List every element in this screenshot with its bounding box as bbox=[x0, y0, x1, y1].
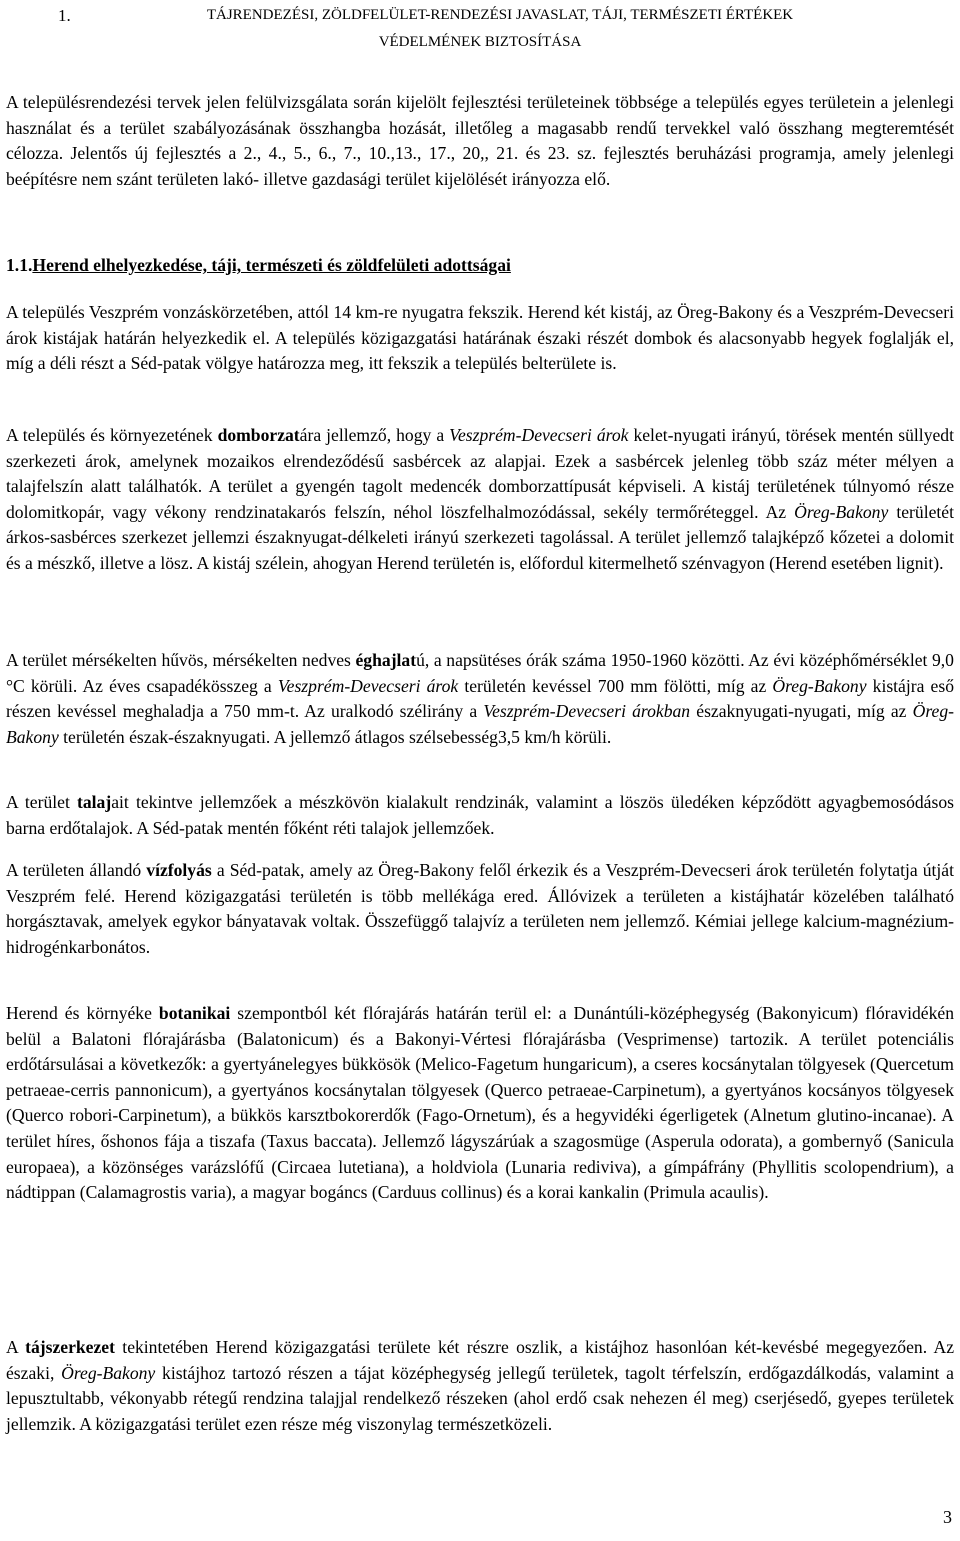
subsection-number: 1.1. bbox=[6, 255, 33, 275]
chapter-heading bbox=[10, 2, 950, 56]
botany-paragraph: Herend és környéke botanikai szempontból két flórajárás határán terül el: a Dunántúli-középhegység (Bakonyicum) flóravidékén belül a Balatoni flórajárásba (Balatonicum) és a Bakonyi-Vértesi flórajárásba (Vesprimense) tartozik. A terület potenciális erdőtársulásai a következők: a gyertyánelegyes bükkösök (Melico-Fagetum hungaricum), a cseres kocsánytalan tölgyesek (Quercetum petraeae-cerris pannonicum), a gyertyános kocsánytalan tölgyesek (Querco petraeae-Carpinetum), a gyertyános kocsányos tölgyesek (Querco robori-Carpinetum), a bükkös karsztbokorerdők (Fago-Ornetum), és a hegyvidéki égerligetek (Alnetum glutino-incanae). A terület híres, őshonos fája a tiszafa (Taxus baccata). Jellemző lágyszárúak a szagosmüge (Asperula odorata), a gombernyő (Sanicula europaea), a közönséges varázslófű (Circaea lutetiana), a holdviola (Lunaria rediviva), a gímpáfrány (Phyllitis scolopendrium), a nádtippan (Calamagrostis varia), a magyar bogáncs (Carduus collinus) és a korai kankalin (Primula acaulis). bbox=[6, 1003, 954, 1203]
location-paragraph: A település Veszprém vonzáskörzetében, attól 14 km-re nyugatra fekszik. Herend két kistáj, az Öreg-Bakony és a Veszprém-Devecseri árok kistájak határán helyezkedik el. A település közigazgatási határának északi részét dombok és alacsonyabb hegyek foglalják el, míg a déli részt a Séd-patak völgye határozza meg, itt fekszik a település belterülete is. bbox=[6, 302, 954, 374]
relief-paragraph: A település és környezetének domborzatára jellemző, hogy a Veszprém-Devecseri árok kelet-nyugati irányú, törések mentén süllyedt szerkezeti árok, amelynek mozaikos elrendeződésű sasbércek az alapjai. Ezek a sasbércek jelenleg több száz méter mélyen a talajfelszín alatt találhatók. A terület a gyengén tagolt medencék domborzattípusát képviseli. A kistáj területének túlnyomó része dolomitkopár, vagy vékony rendzinatakarós felszín, néhol löszfelhalmozódással, sekély termőréteggel. Az Öreg-Bakony területét árkos-sasbérces szerkezet jellemzi északnyugat-délkeleti irányú szerkezeti tagolással. A terület jellemző talajképző kőzetei a dolomit és a mészkő, illetve a lösz. A kistáj szélein, ahogyan Herend területén is, előfordul kitermelhető szénvagyon (Herend esetében lignit). bbox=[6, 425, 954, 573]
chapter-title-line-1: TÁJRENDEZÉSI, ZÖLDFELÜLET-RENDEZÉSI JAVASLAT, TÁJI, TERMÉSZETI ÉRTÉKEK bbox=[206, 7, 794, 23]
climate-paragraph: A terület mérsékelten hűvös, mérsékelten nedves éghajlatú, a napsütéses órák száma 1950-1960 közötti. Az évi középhőmérséklet 9,0 °C körüli. Az éves csapadékösszeg a Veszprém-Devecseri árok területén kevéssel 700 mm fölötti, míg az Öreg-Bakony kistájra eső részen kevéssel meghaladja a 750 mm-t. Az uralkodó szélirány a Veszprém-Devecseri árokban északnyugati-nyugati, míg az Öreg-Bakony területén észak-északnyugati. A jellemző átlagos szélsebesség3,5 km/h körüli. bbox=[6, 650, 954, 747]
subsection-heading bbox=[6, 253, 511, 279]
chapter-title-line-2: VÉDELMÉNEK BIZTOSÍTÁSA bbox=[378, 34, 582, 50]
soil-paragraph: A terület talajait tekintve jellemzőek a mészkövön kialakult rendzinák, valamint a löszös üledéken képződött agyagbemosódásos barna erdőtalajok. A Séd-patak mentén főként réti talajok jellemzőek. bbox=[6, 792, 954, 838]
intro-paragraph: A településrendezési tervek jelen felülvizsgálata során kijelölt fejlesztési területeinek többsége a település egyes területein a jelenlegi használat és a terület szabályozásának összhangba hozását, illetőleg a magasabb rendű tervekkel való összhang megteremtését célozza. Jelentős új fejlesztés a 2., 4., 5., 6., 7., 10.,13., 17., 20,, 21. és 23. sz. fejlesztés beruházási programja, amely jelenlegi beépítésre nem szánt területen lakó- illetve gazdasági terület kijelölését irányozza elő. bbox=[6, 92, 954, 189]
water-paragraph: A területen állandó vízfolyás a Séd-patak, amely az Öreg-Bakony felől érkezik és a Veszprém-Devecseri árok területén folytatja útját Veszprém felé. Herend közigazgatási területén is több mellékága ered. Állóvizek a területen a kistájhatár közelében található horgásztavak, amelyek egykor bányatavak voltak. Összefüggő talajvíz a területen nem jellemző. Kémiai jellege kalcium-magnézium-hidrogénkarbonátos. bbox=[6, 860, 954, 957]
chapter-number: 1. bbox=[58, 6, 71, 25]
subsection-title: Herend elhelyezkedése, táji, természeti és zöldfelületi adottságai bbox=[32, 255, 511, 275]
landscape-structure-paragraph: A tájszerkezet tekintetében Herend közigazgatási területe két részre oszlik, a kistájhoz hasonlóan két-kevésbé megegyezően. Az északi, Öreg-Bakony kistájhoz tartozó részen a tájat középhegység jellegű területek, tagolt térfelszín, erdőgazdálkodás, valamint a lepusztultabb, vékonyabb rétegű rendzina talajjal rendelkező részeken (ahol erdő csak nehezen él meg) cserjésedő, gyepes területek jellemzik. A közigazgatási terület ezen része még viszonylag természetközeli. bbox=[6, 1337, 954, 1434]
page-number: 3 bbox=[943, 1507, 952, 1527]
